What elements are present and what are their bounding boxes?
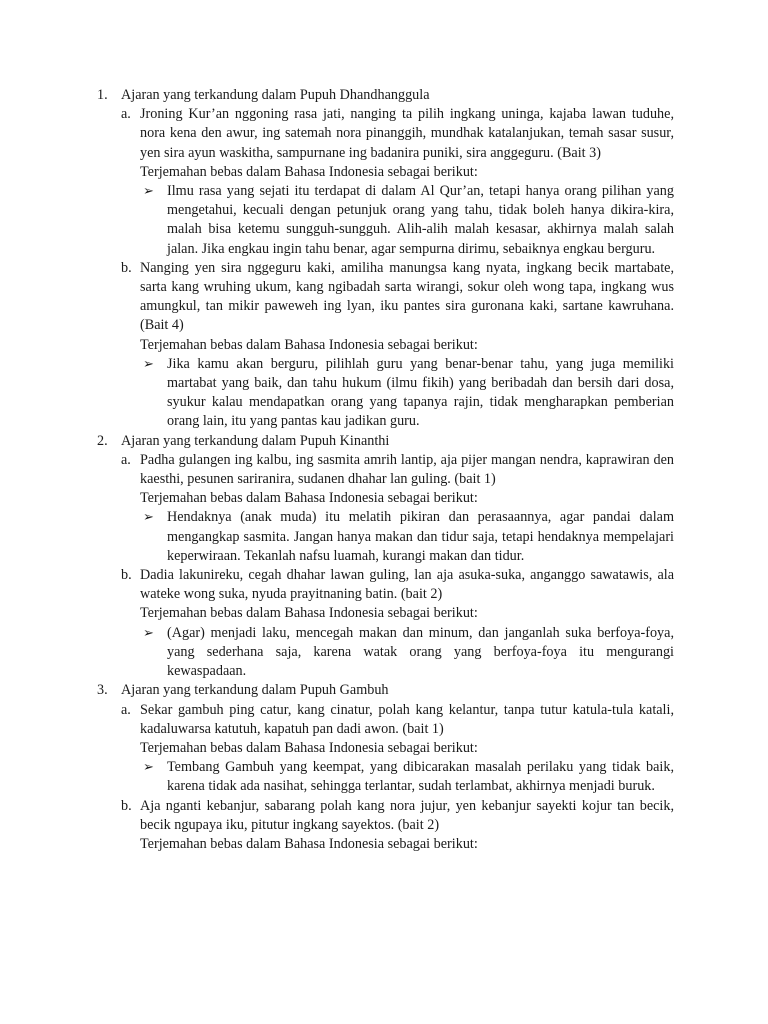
section-3-item-a	[0, 701, 768, 739]
translation-label: Terjemahan bebas dalam Bahasa Indonesia sebagai berikut:	[140, 163, 478, 180]
section-2-item-a	[0, 451, 768, 489]
section-number: 2.	[97, 432, 108, 449]
translation-label: Terjemahan bebas dalam Bahasa Indonesia sebagai berikut:	[140, 490, 478, 507]
arrowhead-bullet-icon: ➢	[143, 510, 154, 526]
translation-bullet	[0, 508, 768, 566]
section-1-item-a	[0, 105, 768, 163]
section-title: Ajaran yang terkandung dalam Pupuh Gambuh	[121, 682, 389, 699]
javanese-verse: Sekar gambuh ping catur, kang cinatur, polah kang kelantur, tanpa tutur katula-tula katali, kadaluwarsa katutuh, kapatuh pan dadi awon. (bait 1)	[140, 701, 674, 737]
item-letter: a.	[121, 106, 131, 123]
translation-bullet	[0, 758, 768, 796]
translation-text: Ilmu rasa yang sejati itu terdapat di dalam Al Qur’an, tetapi hanya orang pilihan yang mengetahui, kecuali dengan petunjuk orang yang tahu, tidak boleh hanya dikira-kira, malah bisa ketemu sungguh-sungguh. Alih-alih malah kesasar, akhirnya malah salah jalan. Jika engkau ingin tahu benar, agar sempurna dirimu, sebaiknya engkau berguru.	[167, 183, 674, 257]
translation-text: (Agar) menjadi laku, mencegah makan dan minum, dan janganlah suka berfoya-foya, yang sederhana saja, karena watak orang yang berfoya-foya itu mengurangi kewaspadaan.	[167, 624, 674, 680]
javanese-verse: Jroning Kur’an nggoning rasa jati, nanging ta pilih ingkang uninga, kajaba lawan tuduhe, nora kena den awur, ing satemah nora pinanggih, mundhak katalanjukan, temah sasar susur, yen sira ayun waskitha, sampurnane ing badanira puniki, sira anggeguru. (Bait 3)	[140, 106, 674, 161]
translation-label: Terjemahan bebas dalam Bahasa Indonesia sebagai berikut:	[140, 605, 478, 622]
section-3-item-b	[0, 797, 768, 835]
translation-bullet	[0, 355, 768, 432]
item-letter: a.	[121, 701, 131, 718]
section-3-heading	[0, 681, 768, 700]
section-number: 1.	[97, 87, 108, 103]
translation-bullet	[0, 182, 768, 259]
section-number: 3.	[97, 682, 108, 699]
javanese-verse: Padha gulangen ing kalbu, ing sasmita amrih lantip, aja pijer mangan nendra, kaprawiran den kaesthi, pesunen sariranira, sudanen dhahar lan guling. (bait 1)	[140, 451, 674, 488]
section-1-item-b	[0, 259, 768, 336]
section-title: Ajaran yang terkandung dalam Pupuh Kinanthi	[121, 432, 390, 449]
item-letter: b.	[121, 567, 132, 584]
javanese-verse: Dadia lakunireku, cegah dhahar lawan guling, lan aja asuka-suka, anganggo sawatawis, ala wateke wong suka, nyuda prayitnaning batin. (bait 2)	[140, 567, 674, 603]
translation-label: Terjemahan bebas dalam Bahasa Indonesia sebagai berikut:	[140, 835, 478, 852]
arrowhead-bullet-icon: ➢	[143, 760, 154, 776]
javanese-verse: Aja nganti kebanjur, sabarang polah kang nora jujur, yen kebanjur sayekti kojur tan becik, becik ngupaya iku, pitutur ingkang sayektos. (bait 2)	[140, 797, 674, 833]
translation-text: Jika kamu akan berguru, pilihlah guru yang benar-benar tahu, yang juga memiliki martabat yang baik, dan tahu hukum (ilmu fikih) yang beribadah dan bersih dari dosa, syukur kalau mendapatkan orang yang tapanya rajin, tidak mengharapkan pemberian orang lain, itu yang pantas kau jadikan guru.	[167, 355, 674, 430]
translation-label: Terjemahan bebas dalam Bahasa Indonesia sebagai berikut:	[140, 336, 478, 353]
section-2-item-b	[0, 566, 768, 604]
item-letter: b.	[121, 259, 132, 276]
translation-bullet	[0, 624, 768, 682]
section-2-heading	[0, 432, 768, 451]
translation-text: Tembang Gambuh yang keempat, yang dibicarakan masalah perilaku yang tidak baik, karena tidak ada nasihat, sehingga terlantar, sudah terlambat, akhirnya menjadi buruk.	[167, 759, 674, 795]
section-title: Ajaran yang terkandung dalam Pupuh Dhandhanggula	[121, 87, 430, 103]
javanese-verse: Nanging yen sira nggeguru kaki, amiliha manungsa kang nyata, ingkang becik martabate, sarta kang wruhing ukum, kang ngibadah sarta wirangi, sokur oleh wong tapa, ingkang wus amungkul, tan mikir paweweh ing lyan, iku pantes sira guronana kaki, sartane kawruhana. (Bait 4)	[140, 259, 674, 334]
arrowhead-bullet-icon: ➢	[143, 356, 154, 372]
document-page	[0, 86, 768, 854]
item-letter: a.	[121, 451, 131, 468]
section-1-heading	[0, 86, 768, 105]
translation-label: Terjemahan bebas dalam Bahasa Indonesia sebagai berikut:	[140, 739, 478, 756]
arrowhead-bullet-icon: ➢	[143, 184, 154, 200]
arrowhead-bullet-icon: ➢	[143, 625, 154, 641]
translation-text: Hendaknya (anak muda) itu melatih pikiran dan perasaannya, agar pandai dalam mengangkap sasmita. Jangan hanya makan dan tidur saja, tetapi hendaknya mempelajari keperwiraan. Tekanlah nafsu luamah, kurangi makan dan tidur.	[167, 509, 674, 564]
item-letter: b.	[121, 797, 132, 814]
